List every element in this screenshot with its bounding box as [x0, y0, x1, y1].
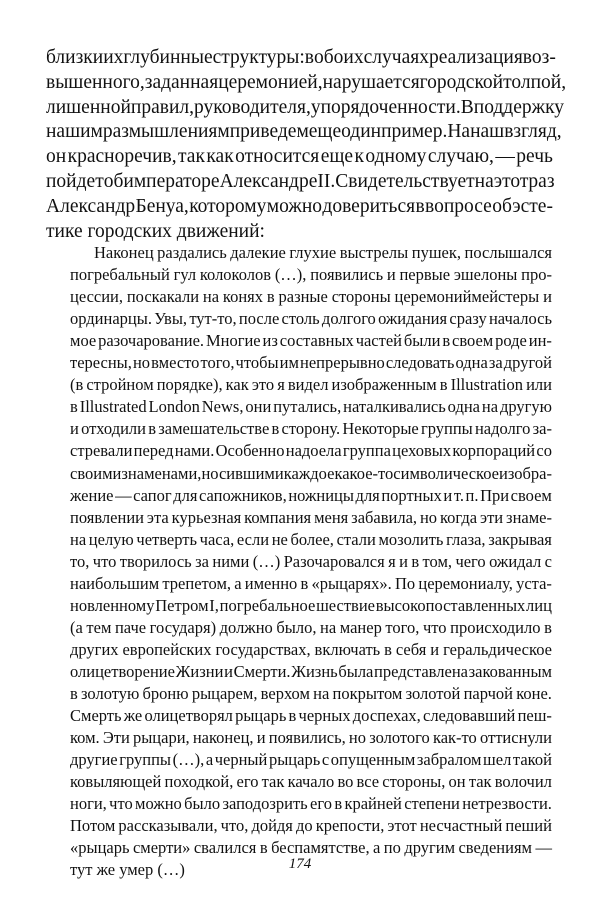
quote_paragraph-line: новленному Петром I, погребальное шествие высокопоставленных лиц	[70, 595, 552, 615]
quote_paragraph-line: жение — сапог для сапожников, ножницы для портных и т. п. При своем	[70, 485, 552, 505]
quote_paragraph-line: (в стройном порядке), как это я видел изображенным в Illustration или	[70, 375, 552, 395]
quote_paragraph-line: (а тем паче государя) должно было, на манер того, что происходило в	[70, 617, 552, 637]
quote_paragraph-line: ординарцы. Увы, тут-то, после столь долгого ожидания сразу началось	[70, 309, 552, 329]
main_paragraph-line: тике городских движений:	[46, 220, 265, 242]
quote_paragraph-line: Смерть же олицетворял рыцарь в черных доспехах, следовавший пеш-	[70, 706, 552, 726]
quote_paragraph-line: наибольшим трепетом, а именно в «рыцарях». По церемониалу, уста-	[70, 573, 552, 593]
main_paragraph-line: пойдет об императоре Александре II. Свидетельствует на этот раз	[46, 171, 555, 192]
page-number: 174	[288, 856, 312, 872]
main_paragraph-line: он красноречив, так как относится еще к одному случаю, — речь	[46, 146, 553, 168]
quote_paragraph-line: своими знаменами, носившими каждое какое-то символическое изобра-	[70, 463, 552, 483]
quote_paragraph-line: тут же умер (…)	[70, 860, 185, 880]
quote_paragraph-line: мое разочарование. Многие из составных частей были в своем роде ин-	[70, 331, 552, 351]
quote_paragraph-line: появлении эта курьезная компания меня забавила, но когда эти знаме-	[70, 507, 552, 527]
main_paragraph-line: лишенной правил, руководителя, упорядоченности. В поддержку	[46, 96, 565, 118]
quote_paragraph-line: на целую четверть часа, если не более, стали мозолить глаза, закрывая	[70, 529, 552, 549]
main_paragraph-line: нашим размышлениям приведем еще один пример. На наш взгляд,	[46, 121, 562, 143]
quote_paragraph-line: тересны, но вместо того, чтобы им непрерывно следовать одна за другой	[70, 353, 552, 373]
main_paragraph-line: близки их глубинные структуры: в обоих случаях реализация воз-	[46, 47, 556, 68]
quote_paragraph-line: и отходили в замешательстве в сторону. Некоторые группы надолго за-	[70, 419, 552, 439]
quote_paragraph-line: другие группы (…), а черный рыцарь с опущенным забралом шел такой	[70, 750, 552, 770]
quote_paragraph-line: то, что творилось за ними (…) Разочаровался я и в том, чего ожидал с	[70, 551, 552, 571]
quote_paragraph-line: олицетворение Жизни и Смерти. Жизнь была представлена закованным	[70, 661, 552, 681]
quote_paragraph-line: ковыляющей походкой, его так качало во все стороны, он так волочил	[70, 772, 552, 792]
quote_paragraph-line: в золотую броню рыцарем, верхом на покрытом золотой парчой коне.	[70, 684, 552, 703]
main_paragraph-line: Александр Бенуа, которому можно довериться в вопросе об эсте-	[46, 195, 553, 217]
quote_paragraph-line: цессии, поскакали на конях в разные стороны церемониймейстеры и	[70, 287, 552, 307]
quote_paragraph-line: «рыцарь смерти» свалился в беспамятстве, а по другим сведениям —	[70, 838, 552, 858]
quote_paragraph-line: в Illustrated London News, они путались, наталкивались одна на другую	[70, 397, 552, 417]
quote_paragraph-line: Потом рассказывали, что, дойдя до крепости, этот несчастный пеший	[70, 816, 552, 836]
main_paragraph-line: вышенного, заданная церемонией, нарушается городской толпой,	[46, 71, 567, 93]
quote_paragraph-line: ноги, что можно было заподозрить его в крайней степени нетрезвости.	[70, 794, 552, 814]
quote_paragraph-line: других европейских государствах, включать в себя и геральдическое	[70, 639, 552, 659]
quote_paragraph-line: Наконец раздались далекие глухие выстрелы пушек, послышался	[94, 243, 552, 262]
quote_paragraph-line: погребальный гул колоколов (…), появились и первые эшелоны про-	[70, 265, 552, 285]
quote_paragraph-line: ком. Эти рыцари, наконец, и появились, но золотого как-то оттиснули	[70, 728, 552, 748]
quote_paragraph-line: стревали перед нами. Особенно надоела группа цеховых корпораций со	[70, 441, 552, 461]
